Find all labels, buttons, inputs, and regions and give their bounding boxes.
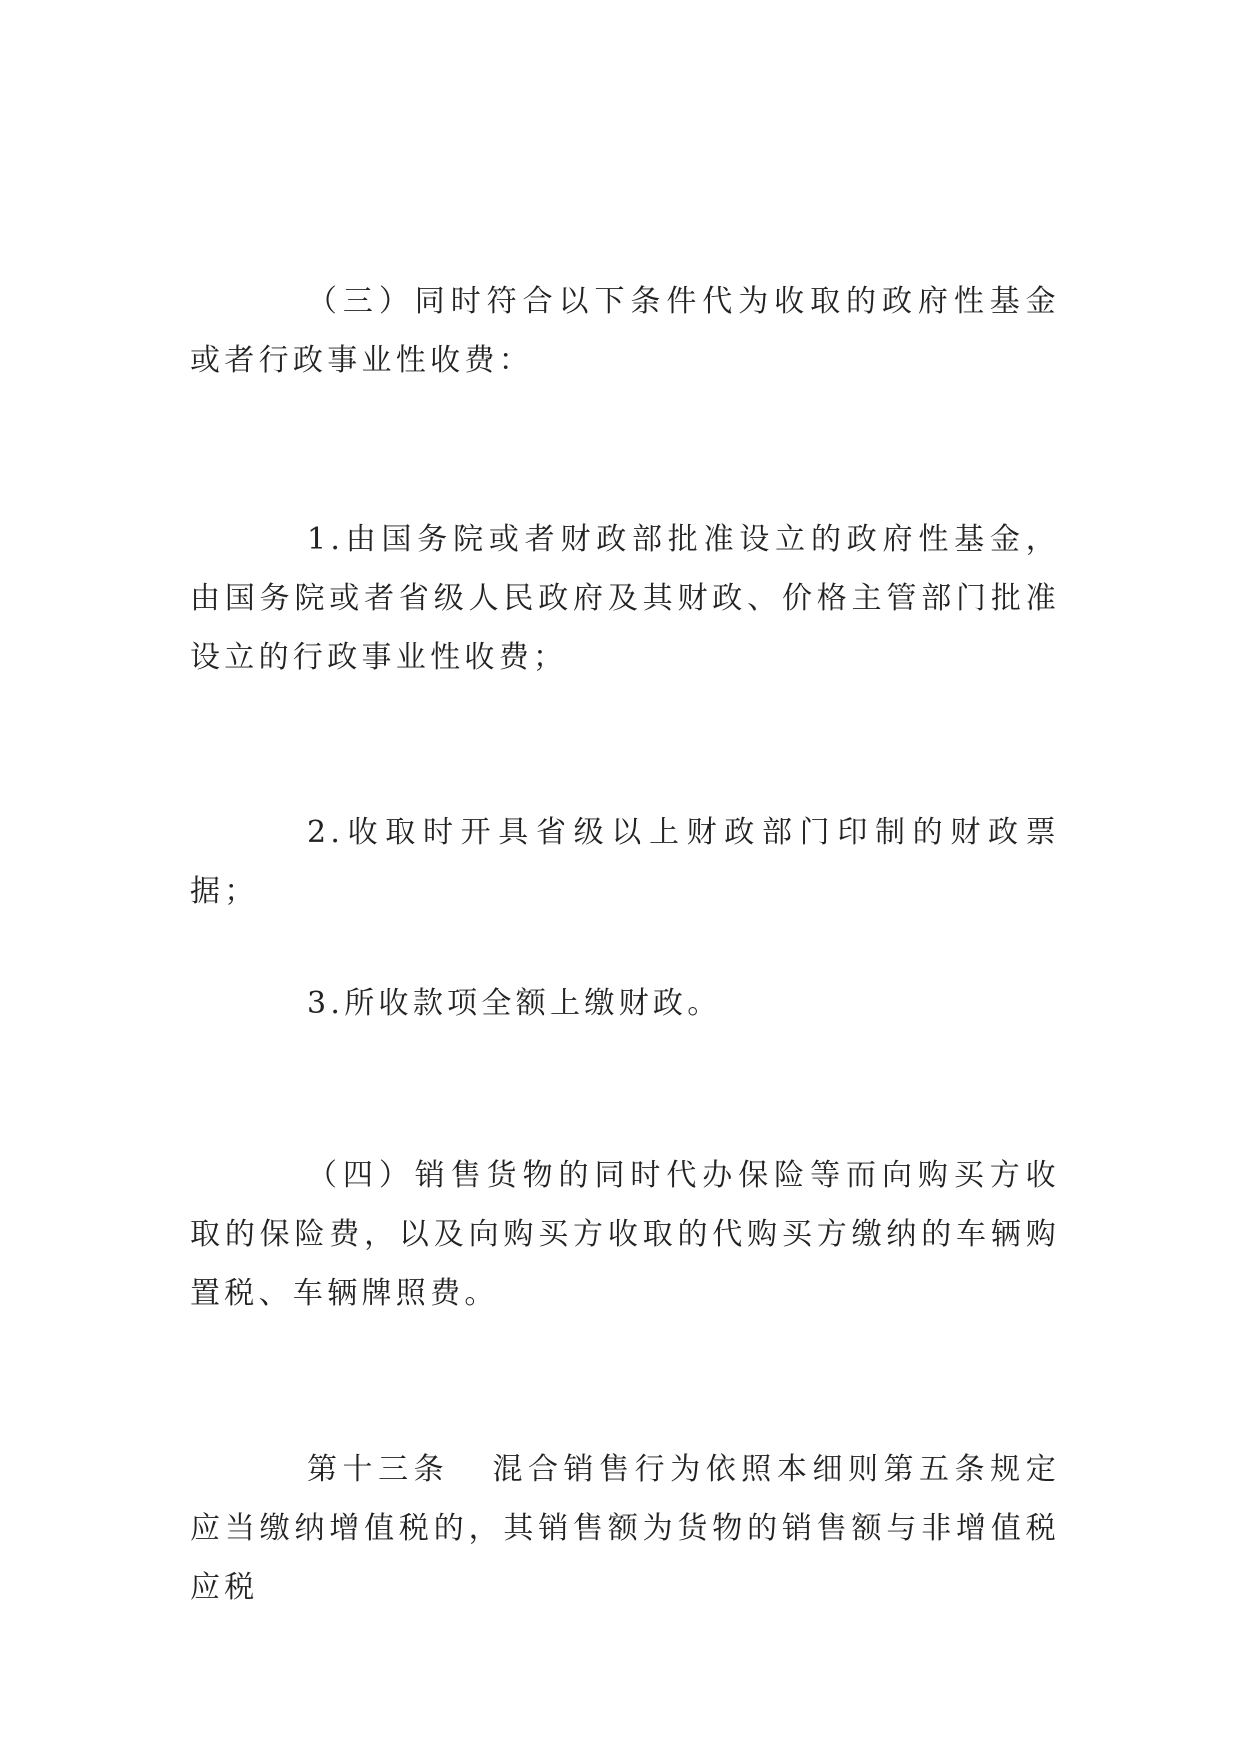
paragraph-item-2: 2.收取时开具省级以上财政部门印制的财政票据； (190, 815, 1060, 909)
paragraph-clause-3: （三）同时符合以下条件代为收取的政府性基金或者行政事业性收费： (190, 284, 1060, 378)
paragraph-clause-4: （四）销售货物的同时代办保险等而向购买方收取的保险费，以及向购买方收取的代购买方缴纳的车辆购置税、车辆牌照费。 (190, 1158, 1060, 1311)
paragraph-item-1: 1.由国务院或者财政部批准设立的政府性基金，由国务院或者省级人民政府及其财政、价格主管部门批准设立的行政事业性收费； (190, 522, 1060, 675)
article-number: 第十三条 (307, 1452, 450, 1487)
paragraph-item-3: 3.所收款项全额上缴财政。 (307, 986, 722, 1021)
paragraph-article-13 (190, 1440, 1060, 1617)
article-text: 混合销售行为依照本细则第五条规定应当缴纳增值税的，其销售额为货物的销售额与非增值税应税 (190, 1452, 1060, 1605)
